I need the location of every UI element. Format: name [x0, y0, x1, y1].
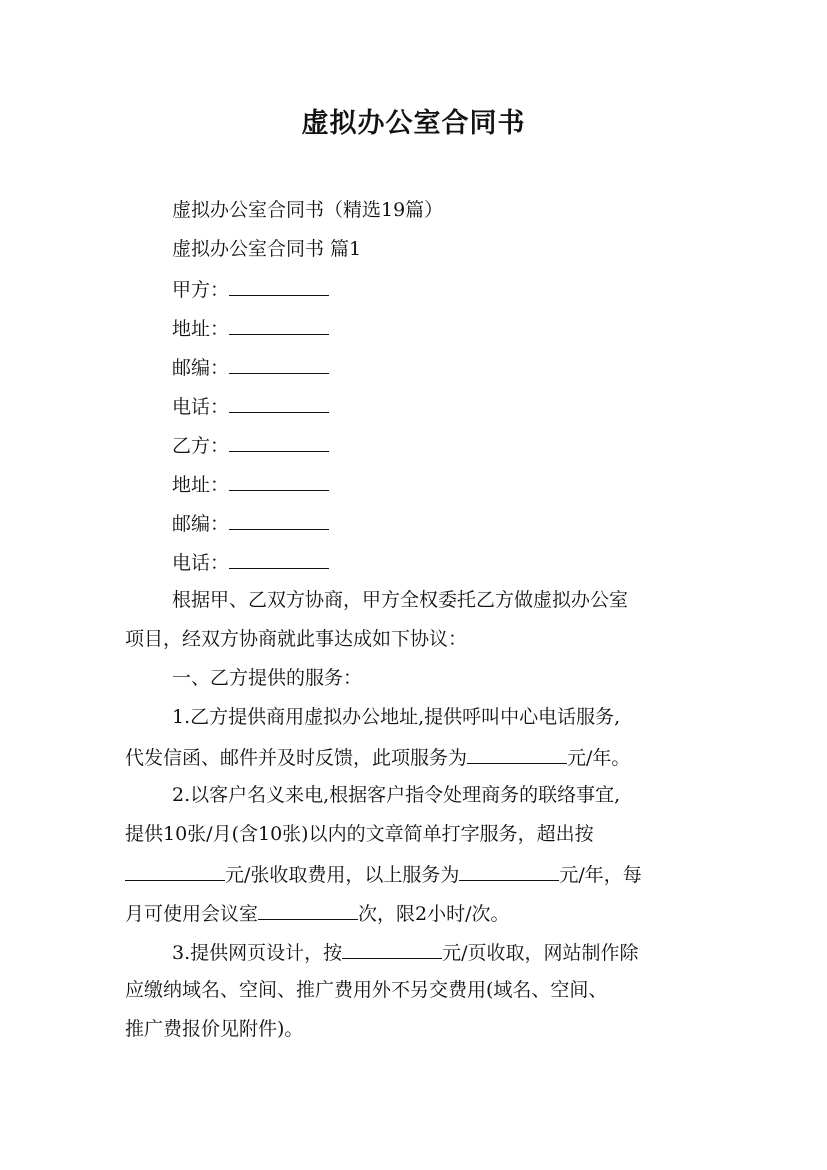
item1-line1: 1.乙方提供商用虚拟办公地址,提供呼叫中心电话服务,	[172, 706, 621, 728]
party-b-address-field: 地址：	[172, 470, 329, 498]
item2-line3: 元/张收取费用，以上服务为 元/年，每	[125, 860, 642, 888]
document-title: 虚拟办公室合同书	[301, 108, 526, 139]
party-a-postcode-field: 邮编：	[172, 353, 329, 381]
blank-line	[459, 860, 559, 881]
item2-line4: 月可使用会议室 次，限2小时/次。	[125, 899, 510, 927]
item3-line2: 应缴纳域名、空间、推广费用外不另交费用(域名、空间、	[125, 979, 608, 1001]
blank-line	[125, 860, 225, 881]
blank-line	[229, 470, 329, 491]
blank-line	[229, 314, 329, 335]
document-subtitle: 虚拟办公室合同书（精选19篇）	[172, 199, 444, 221]
blank-line	[229, 431, 329, 452]
party-a-phone-field: 电话：	[172, 392, 329, 420]
services-heading: 一、乙方提供的服务：	[172, 667, 363, 689]
party-b-phone-field: 电话：	[172, 548, 329, 576]
blank-line	[229, 392, 329, 413]
blank-line	[229, 509, 329, 530]
blank-line	[229, 275, 329, 296]
blank-line	[229, 548, 329, 569]
party-b-postcode-field: 邮编：	[172, 509, 329, 537]
party-a-address-field: 地址：	[172, 314, 329, 342]
intro-paragraph-line1: 根据甲、乙双方协商，甲方全权委托乙方做虚拟办公室	[172, 589, 629, 611]
item3-line3: 推广费报价见附件)。	[125, 1018, 304, 1040]
party-a-field: 甲方：	[172, 275, 329, 303]
blank-line	[342, 938, 442, 959]
item3-line1: 3.提供网页设计，按 元/页收取，网站制作除	[172, 938, 639, 966]
item2-line1: 2.以客户名义来电,根据客户指令处理商务的联络事宜,	[172, 784, 621, 806]
section-heading: 虚拟办公室合同书 篇1	[172, 238, 362, 260]
intro-paragraph-line2: 项目，经双方协商就此事达成如下协议：	[125, 628, 468, 650]
blank-line	[467, 743, 567, 764]
blank-line	[229, 353, 329, 374]
blank-line	[258, 899, 358, 920]
item1-line2: 代发信函、邮件并及时反馈，此项服务为 元/年。	[125, 743, 630, 771]
party-b-field: 乙方：	[172, 431, 329, 459]
item2-line2: 提供10张/月(含10张)以内的文章简单打字服务，超出按	[125, 823, 594, 845]
